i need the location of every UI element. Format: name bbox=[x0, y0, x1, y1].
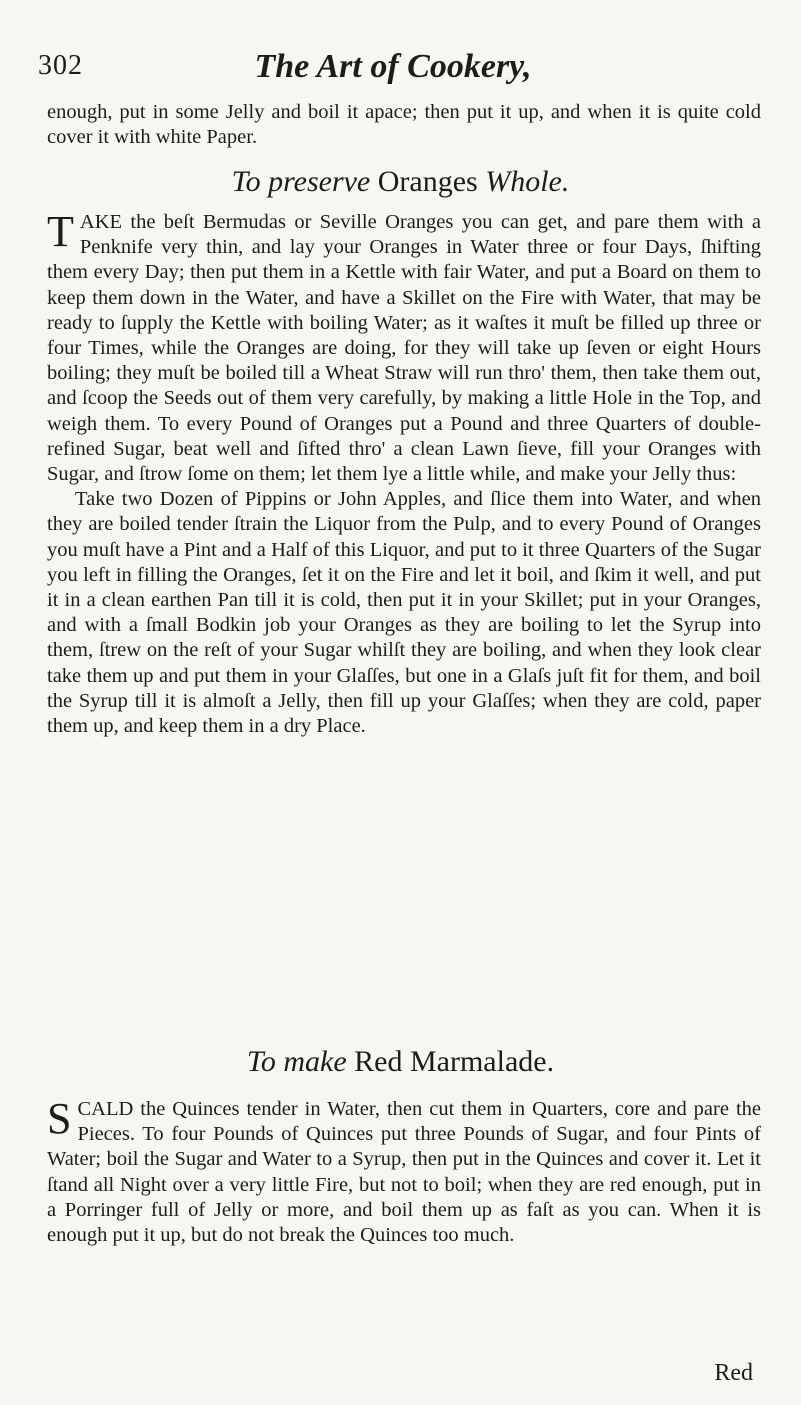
catchword: Red bbox=[714, 1360, 753, 1386]
running-title: The Art of Cookery, bbox=[254, 48, 532, 85]
recipe-title-italic: To preserve bbox=[231, 165, 371, 198]
recipe-paragraph: Take two Dozen of Pippins or John Apples, and ſlice them into Water, and when they are boiled tender ſtrain the Liquor from the Pulp, and to every Pound of Oranges you muſt have a Pint and a Half of this Liquor, and put to it three Quarters of the Sugar you left in filling the Oranges, ſet it on the Fire and let it boil, and ſkim it well, and put it in a clean earthen Pan till it is cold, then put it in your Skillet; put in your Oranges, and with a ſmall Bodkin job your Oranges as they are boiling to let the Syrup into them, ſtrew on the reſt of your Sugar whilſt they are boiling, and when they look clear take them up and put them in your Glaſſes, but one in a Glaſs juſt fit for them, and boil the Syrup till it is almoſt a Jelly, then fill up your Glaſſes; when they are cold, paper them up, and keep them in a dry Place. bbox=[47, 488, 761, 738]
recipe-body-preserve-oranges bbox=[47, 207, 761, 739]
recipe-title-end: Whole. bbox=[485, 165, 570, 198]
recipe-title-roman: Red Marmalade. bbox=[354, 1045, 555, 1078]
recipe-paragraph-text: AKE the beſt Bermudas or Seville Oranges you can get, and pare them with a Penknife very thin, and lay your Oranges in Water three or four Days, ſhifting them every Day; then put them in a Kettle with fair Water, and put a Board on them to keep them down in the Water, and have a Skillet on the Fire with Water, that may be ready to ſupply the Kettle with boiling Water; as it waſtes it muſt be filled up three or four Times, while the Oranges are doing, for they will take up ſeven or eight Hours boiling; they muſt be boiled till a Wheat Straw will run thro' them, then take them out, and ſcoop the Seeds out of them very carefully, by making a little Hole in the Top, and weigh them. To every Pound of Oranges put a Pound and three Quarters of double-refined Sugar, beat well and ſifted thro' a clean Lawn ſieve, fill your Oranges with Sugar, and ſtrow ſome on them; let them lye a little while, and make your Jelly thus: bbox=[47, 211, 761, 486]
recipe-title-preserve-oranges bbox=[0, 165, 801, 199]
continuation-paragraph: enough, put in some Jelly and boil it apace; then put it up, and when it is quite cold cover it with white Paper. bbox=[47, 101, 761, 149]
recipe-paragraph bbox=[47, 207, 761, 487]
recipe-paragraph bbox=[47, 1094, 761, 1248]
drop-cap: T bbox=[47, 207, 74, 256]
drop-cap: S bbox=[47, 1094, 72, 1143]
recipe-title-roman: Oranges bbox=[377, 165, 478, 198]
recipe-paragraph-text: CALD the Quinces tender in Water, then cut them in Quarters, core and pare the Pieces. To four Pounds of Quinces put three Pounds of Sugar, and four Pints of Water; boil the Sugar and Water to a Syrup, then put in the Quinces and cover it. Let it ſtand all Night over a very little Fire, but not to boil; when they are red enough, put in a Porringer full of Jelly or more, and boil them up as faſt as you can. When it is enough put it up, but do not break the Quinces too much. bbox=[47, 1098, 761, 1247]
recipe-title-italic: To make bbox=[246, 1045, 347, 1078]
page-header bbox=[38, 48, 748, 98]
continuation-text bbox=[47, 100, 761, 150]
recipe-title-red-marmalade bbox=[0, 1045, 801, 1079]
recipe-body-red-marmalade bbox=[47, 1094, 761, 1248]
page-number: 302 bbox=[38, 50, 83, 81]
